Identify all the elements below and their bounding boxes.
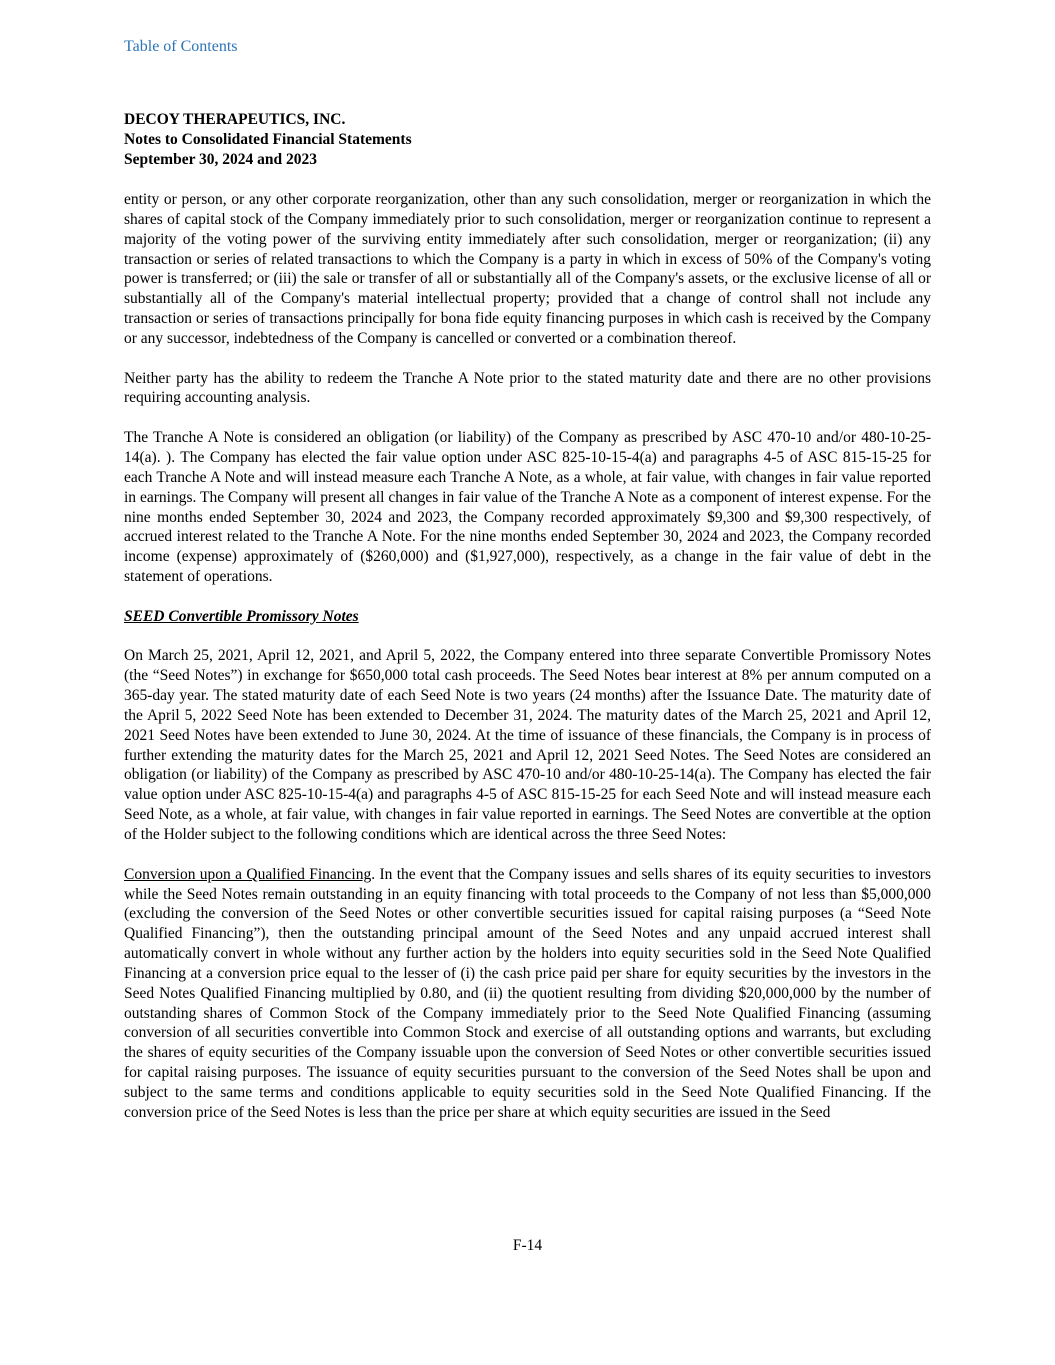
document-title: Notes to Consolidated Financial Statements [124, 131, 412, 148]
document-body [124, 190, 931, 1143]
reporting-period: September 30, 2024 and 2023 [124, 151, 318, 168]
page-number: F-14 [512, 1237, 543, 1254]
paragraph-change-of-control: entity or person, or any other corporate reorganization, other than any such consolidation, merger or reorganization in which the shares of capital stock of the Company immediately prior to such consolidation, merger or reorganization continue to represent a majority of the voting power of the surviving entity immediately after such consolidation, merger or reorganization; (ii) any transaction or series of related transactions to which the Company is a party in which in excess of 50% of the Company's voting power is transferred; or (iii) the sale or transfer of all or substantially all of the Company's assets, or the exclusive license of all or substantially all of the Company's material intellectual property; provided that a change of control shall not include any transaction or series of transactions principally for bona fide equity financing purposes in which cash is received by the Company or any successor, indebtedness of the Company is cancelled or converted or a combination thereof. [124, 191, 931, 347]
paragraph-redemption: Neither party has the ability to redeem the Tranche A Note prior to the stated maturity date and there are no other provisions requiring accounting analysis. [124, 369, 931, 407]
section-title-seed-notes: SEED Convertible Promissory Notes [124, 607, 359, 625]
qualified-financing-heading: Conversion upon a Qualified Financing [124, 865, 372, 883]
document-header [124, 110, 412, 170]
paragraph-qualified-financing [124, 865, 931, 1123]
paragraph-seed-notes: On March 25, 2021, April 12, 2021, and April 5, 2022, the Company entered into three separate Convertible Promissory Notes (the “Seed Notes”) in exchange for $650,000 total cash proceeds. The Seed Notes bear interest at 8% per annum computed on a 365-day year. The stated maturity date of each Seed Note is two years (24 months) after the Issuance Date. The maturity date of the April 5, 2022 Seed Note has been extended to December 31, 2024. The maturity dates of the March 25, 2021 and April 12, 2021 Seed Notes have been extended to June 30, 2024. At the time of issuance of these financials, the Company is in process of further extending the maturity dates for the March 25, 2021 and April 12, 2021 Seed Notes. The Seed Notes are considered an obligation (or liability) of the Company as prescribed by ASC 470-10 and/or 480-10-25-14(a). The Company has elected the fair value option under ASC 825-10-15-4(a) and paragraphs 4-5 of ASC 815-15-25 for each Seed Note and will instead measure each Seed Note, as a whole, at fair value, with changes in fair value reported in earnings. The Seed Notes are convertible at the option of the Holder subject to the following conditions which are identical across the three Seed Notes: [124, 647, 931, 843]
qualified-financing-text: . In the event that the Company issues and sells shares of its equity securities to investors while the Seed Notes remain outstanding in an equity financing with total proceeds to the Company of not less than $5,000,000 (excluding the conversion of the Seed Notes or other convertible securities issued for capital raising purposes (a “Seed Note Qualified Financing”), then the outstanding principal amount of the Seed Notes and any unpaid accrued interest shall automatically convert in whole without any further action by the holders into equity securities sold in the Seed Note Qualified Financing at a conversion price equal to the lesser of (i) the cash price paid per share for equity securities by the investors in the Seed Notes Qualified Financing multiplied by 0.80, and (ii) the quotient resulting from dividing $20,000,000 by the number of outstanding shares of Common Stock of the Company immediately prior to the Seed Note Qualified Financing (assuming conversion of all securities convertible into Common Stock and exercise of all outstanding options and warrants, but excluding the shares of equity securities of the Company issuable upon the conversion of Seed Notes or other convertible securities issued for capital raising purposes. The issuance of equity securities pursuant to the conversion of the Seed Notes shall be upon and subject to the same terms and conditions applicable to equity securities sold in the Seed Note Qualified Financing. If the conversion price of the Seed Notes is less than the price per share at which equity securities are issued in the Seed [124, 865, 932, 1121]
company-name: DECOY THERAPEUTICS, INC. [124, 111, 346, 128]
paragraph-tranche-a-note: The Tranche A Note is considered an obligation (or liability) of the Company as prescribed by ASC 470-10 and/or 480-10-25-14(a). ). The Company has elected the fair value option under ASC 825-10-15-4(a) and paragraphs 4-5 of ASC 815-15-25 for each Tranche A Note and will instead measure each Tranche A Note, as a whole, at fair value, with changes in fair value reported in earnings. The Company will present all changes in fair value of the Tranche A Note as a component of interest expense. For the nine months ended September 30, 2024 and 2023, the Company recorded approximately $9,300 and $9,300 respectively, of accrued interest related to the Tranche A Note. For the nine months ended September 30, 2024 and 2023, the Company recorded income (expense) approximately of ($260,000) and ($1,927,000), respectively, as a change in the fair value of debt in the statement of operations. [124, 429, 931, 586]
table-of-contents-link[interactable]: Table of Contents [124, 38, 238, 55]
